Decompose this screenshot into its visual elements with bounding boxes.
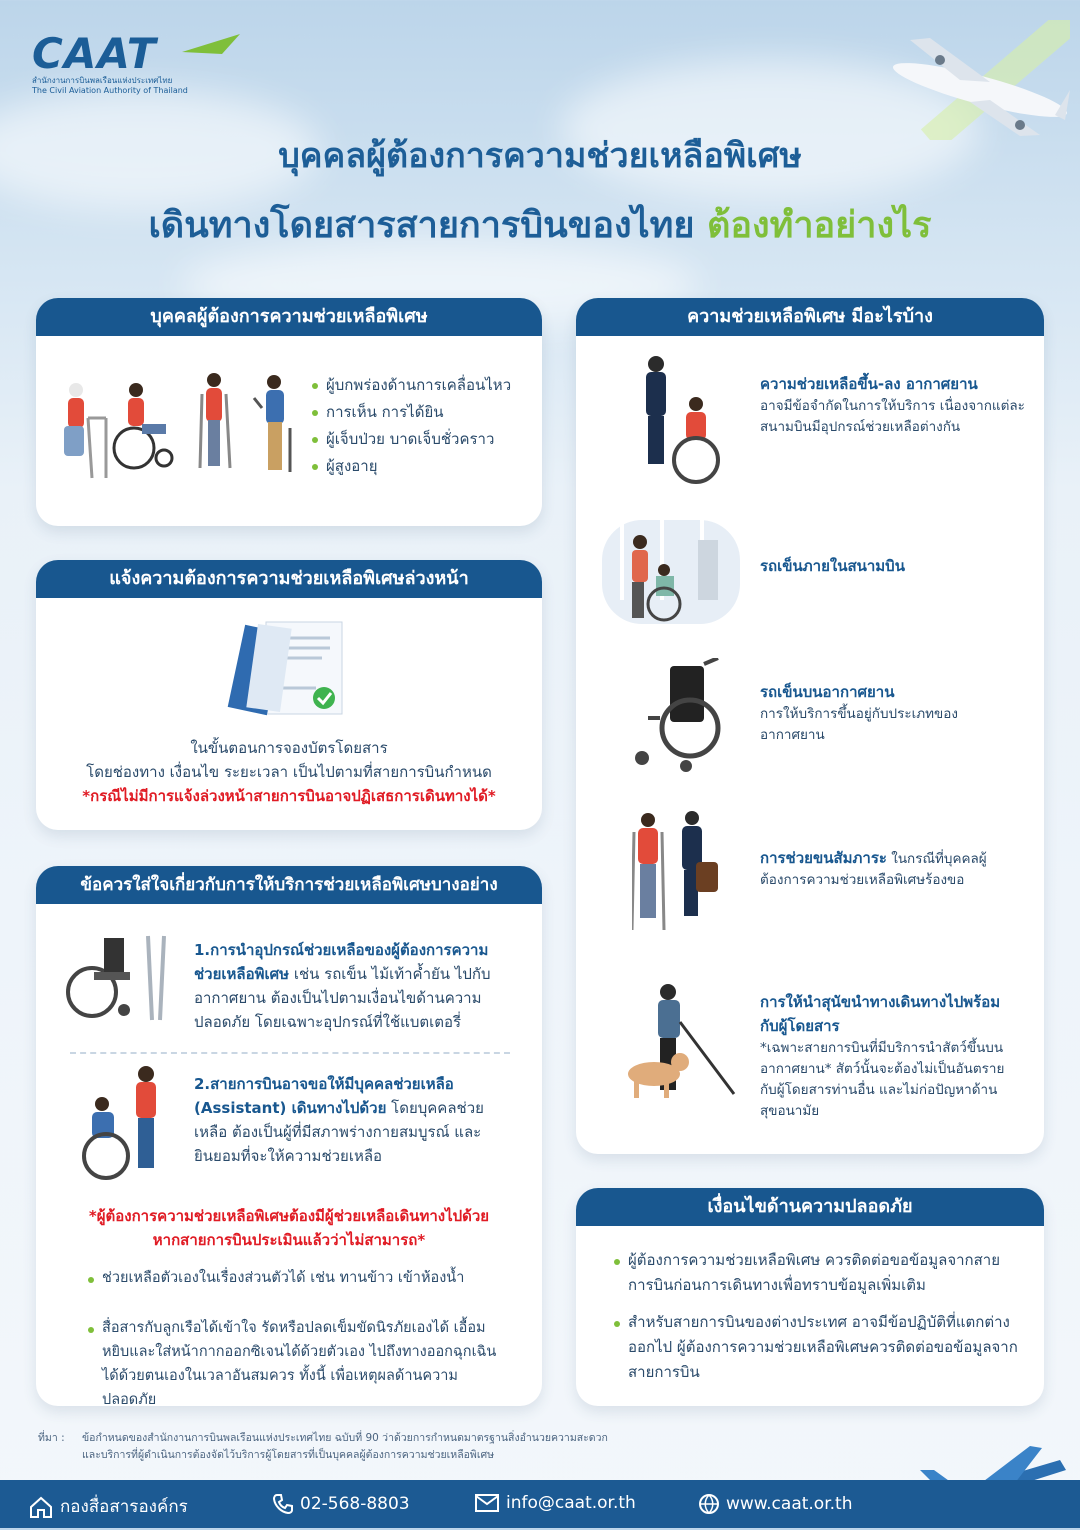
- notes-list: [88, 1266, 508, 1412]
- source-line1: ข้อกำหนดของสำนักงานการบินพลเรือนแห่งประเทศไทย ฉบับที่ 90 ว่าด้วยการกำหนดมาตรฐานสิ่งอำนวยความสะดวก: [82, 1432, 608, 1444]
- logo-wordmark: CAAT: [32, 29, 157, 78]
- services-card-header: ความช่วยเหลือพิเศษ มีอะไรบ้าง: [576, 298, 1044, 336]
- service-title: รถเข็นบนอากาศยาน: [760, 683, 895, 701]
- service-desc: อาจมีข้อจำกัดในการให้บริการ เนื่องจากแต่ละสนามบินมีอุปกรณ์ช่วยเหลือต่างกัน: [760, 398, 1025, 435]
- notes-warning-line2: หากสายการบินประเมินแล้วว่าไม่สามารถ*: [152, 1231, 426, 1249]
- globe-icon: [698, 1493, 720, 1515]
- source-label: ที่มา :: [38, 1432, 65, 1444]
- phone-icon: [272, 1493, 294, 1515]
- notify-warning: *กรณีไม่มีการแจ้งล่วงหน้าสายการบินอาจปฏิเสธการเดินทางได้*: [82, 787, 496, 805]
- note1-rest: เช่น รถเข็น ไม้เท้าค้ำยัน ไปกับอากาศยาน ต้องเป็นไปตามเงื่อนไขด้านความปลอดภัย โดยเฉพาะอุปกรณ์ที่ใช้แบตเตอรี่: [194, 965, 491, 1031]
- page-title-line1: บุคคลผู้ต้องการความช่วยเหลือพิเศษ: [278, 136, 802, 176]
- notify-card: [36, 560, 542, 830]
- list-item: การเห็น การได้ยิน: [312, 399, 532, 426]
- list-item: ผู้สูงอายุ: [312, 453, 532, 480]
- logo-thai-name: สำนักงานการบินพลเรือนแห่งประเทศไทย: [32, 76, 173, 85]
- footer-email[interactable]: [474, 1493, 636, 1513]
- source-note: [38, 1430, 608, 1464]
- list-item: ผู้ต้องการความช่วยเหลือพิเศษ ควรติดต่อขอข้อมูลจากสายการบินก่อนการเดินทางเพื่อทราบข้อมูลเพิ่มเติม: [614, 1248, 1024, 1298]
- airplane-icon: [870, 20, 1070, 140]
- logo-swoosh-icon: [182, 32, 242, 56]
- title-main: เดินทางโดยสารสายการบินของไทย: [148, 205, 695, 246]
- services-card: [576, 298, 1044, 1154]
- notes-card-header: ข้อควรใส่ใจเกี่ยวกับการให้บริการช่วยเหลือพิเศษบางอย่าง: [36, 866, 542, 904]
- note1: [194, 938, 514, 1034]
- service-title: การช่วยขนสัมภาระ: [760, 849, 887, 867]
- logo-english-name: The Civil Aviation Authority of Thailand: [32, 86, 188, 95]
- list-item: ผู้เจ็บป่วย บาดเจ็บชั่วคราว: [312, 426, 532, 453]
- home-icon: [28, 1495, 54, 1519]
- page-title-line2: [0, 196, 1080, 253]
- list-item: ผู้บกพร่องด้านการเคลื่อนไหว: [312, 372, 532, 399]
- notify-card-header: แจ้งความต้องการความช่วยเหลือพิเศษล่วงหน้า: [36, 560, 542, 598]
- wheelchair-crutches-icon: [64, 932, 174, 1022]
- guide-dog-icon: [620, 982, 740, 1102]
- source-line2: และบริการที่ผู้ดำเนินการต้องจัดไว้บริการผู้โดยสารที่เป็นบุคคลผู้ต้องการความช่วยเหลือพิเศษ: [82, 1449, 495, 1461]
- service-boarding: [760, 372, 1030, 438]
- airport-wheelchair-icon: [602, 520, 740, 624]
- who-card-header: บุคคลผู้ต้องการความช่วยเหลือพิเศษ: [36, 298, 542, 336]
- onboard-wheelchair-icon: [632, 658, 722, 772]
- service-title: รถเข็นภายในสนามบิน: [760, 557, 905, 575]
- note1-bold: 1.การนำอุปกรณ์ช่วยเหลือของผู้ต้องการความช่วยเหลือพิเศษ: [194, 941, 489, 983]
- footer-email-text[interactable]: info@caat.or.th: [506, 1493, 636, 1513]
- footer-org-text: กองสื่อสารองค์กร: [60, 1497, 188, 1517]
- service-guide-dog: [760, 990, 1010, 1122]
- list-item: ช่วยเหลือตัวเองในเรื่องส่วนตัวได้ เช่น ทานข้าว เข้าห้องน้ำ: [88, 1266, 508, 1290]
- footer-web[interactable]: [698, 1493, 852, 1515]
- service-title: ความช่วยเหลือขึ้น-ลง อากาศยาน: [760, 375, 978, 393]
- service-title: การให้นำสุนัขนำทางเดินทางไปพร้อมกับผู้โดยสาร: [760, 993, 1001, 1035]
- footer-org: [28, 1493, 188, 1520]
- boarding-assistance-icon: [626, 354, 726, 490]
- notes-card: [36, 866, 542, 1406]
- service-onboard-wheelchair: [760, 680, 1010, 746]
- note2: [194, 1072, 514, 1168]
- who-card: [36, 298, 542, 526]
- list-item: สื่อสารกับลูกเรือได้เข้าใจ รัดหรือปลดเข็มขัดนิรภัยเองได้ เอื้อมหยิบและใส่หน้ากากออกซิเจนได้ด้วยตัวเอง ไปถึงทางออกฉุกเฉินได้ด้วยตนเองในเวลาอันสมควร ทั้งนี้ เพื่อเหตุผลด้านความปลอดภัย: [88, 1316, 508, 1412]
- people-with-disabilities-icon: [54, 368, 314, 488]
- mail-icon: [474, 1493, 500, 1513]
- service-desc: *เฉพาะสายการบินที่มีบริการนำสัตว์ขึ้นบนอากาศยาน* สัตว์นั้นจะต้องไม่เป็นอันตรายกับผู้โดยสารท่านอื่น และไม่ก่อปัญหาด้านสุขอนามัย: [760, 1040, 1005, 1119]
- footer-phone-text[interactable]: 02-568-8803: [300, 1494, 410, 1514]
- service-baggage: [760, 848, 1010, 891]
- safety-card-header: เงื่อนไขด้านความปลอดภัย: [576, 1188, 1044, 1226]
- ticket-document-icon: [226, 618, 356, 718]
- who-list: [312, 372, 532, 480]
- footer: [0, 1480, 1080, 1528]
- notify-line1: ในขั้นตอนการจองบัตรโดยสาร: [190, 739, 388, 757]
- notify-line2: โดยช่องทาง เงื่อนไข ระยะเวลา เป็นไปตามที่สายการบินกำหนด: [86, 763, 492, 781]
- note2-rest: โดยบุคคลช่วยเหลือ ต้องเป็นผู้ที่มีสภาพร่างกายสมบูรณ์ และยินยอมที่จะให้ความช่วยเหลือ: [194, 1099, 484, 1165]
- list-item: สำหรับสายการบินของต่างประเทศ อาจมีข้อปฏิบัติที่แตกต่างออกไป ผู้ต้องการความช่วยเหลือพิเศษควรติดต่อขอข้อมูลจากสายการบิน: [614, 1310, 1024, 1385]
- service-airport-wheelchair: [760, 554, 1030, 578]
- title-highlight: ต้องทำอย่างไร: [707, 205, 932, 246]
- note2-bold: 2.สายการบินอาจขอให้มีบุคคลช่วยเหลือ (Assistant) เดินทางไปด้วย: [194, 1075, 454, 1117]
- safety-card: [576, 1188, 1044, 1406]
- caat-logo: [32, 29, 232, 96]
- footer-phone[interactable]: [272, 1493, 410, 1515]
- safety-list: [614, 1248, 1024, 1385]
- footer-web-text[interactable]: www.caat.or.th: [726, 1494, 853, 1514]
- notes-warning-line1: *ผู้ต้องการความช่วยเหลือพิเศษต้องมีผู้ช่วยเหลือเดินทางไปด้วย: [88, 1207, 490, 1225]
- service-desc: การให้บริการขึ้นอยู่กับประเภทของอากาศยาน: [760, 706, 958, 743]
- baggage-assistance-icon: [632, 806, 722, 936]
- service-desc: ในกรณีที่บุคคลผู้ต้องการความช่วยเหลือพิเศษร้องขอ: [760, 851, 987, 888]
- assistant-with-wheelchair-icon: [76, 1064, 176, 1184]
- divider: [70, 1052, 510, 1054]
